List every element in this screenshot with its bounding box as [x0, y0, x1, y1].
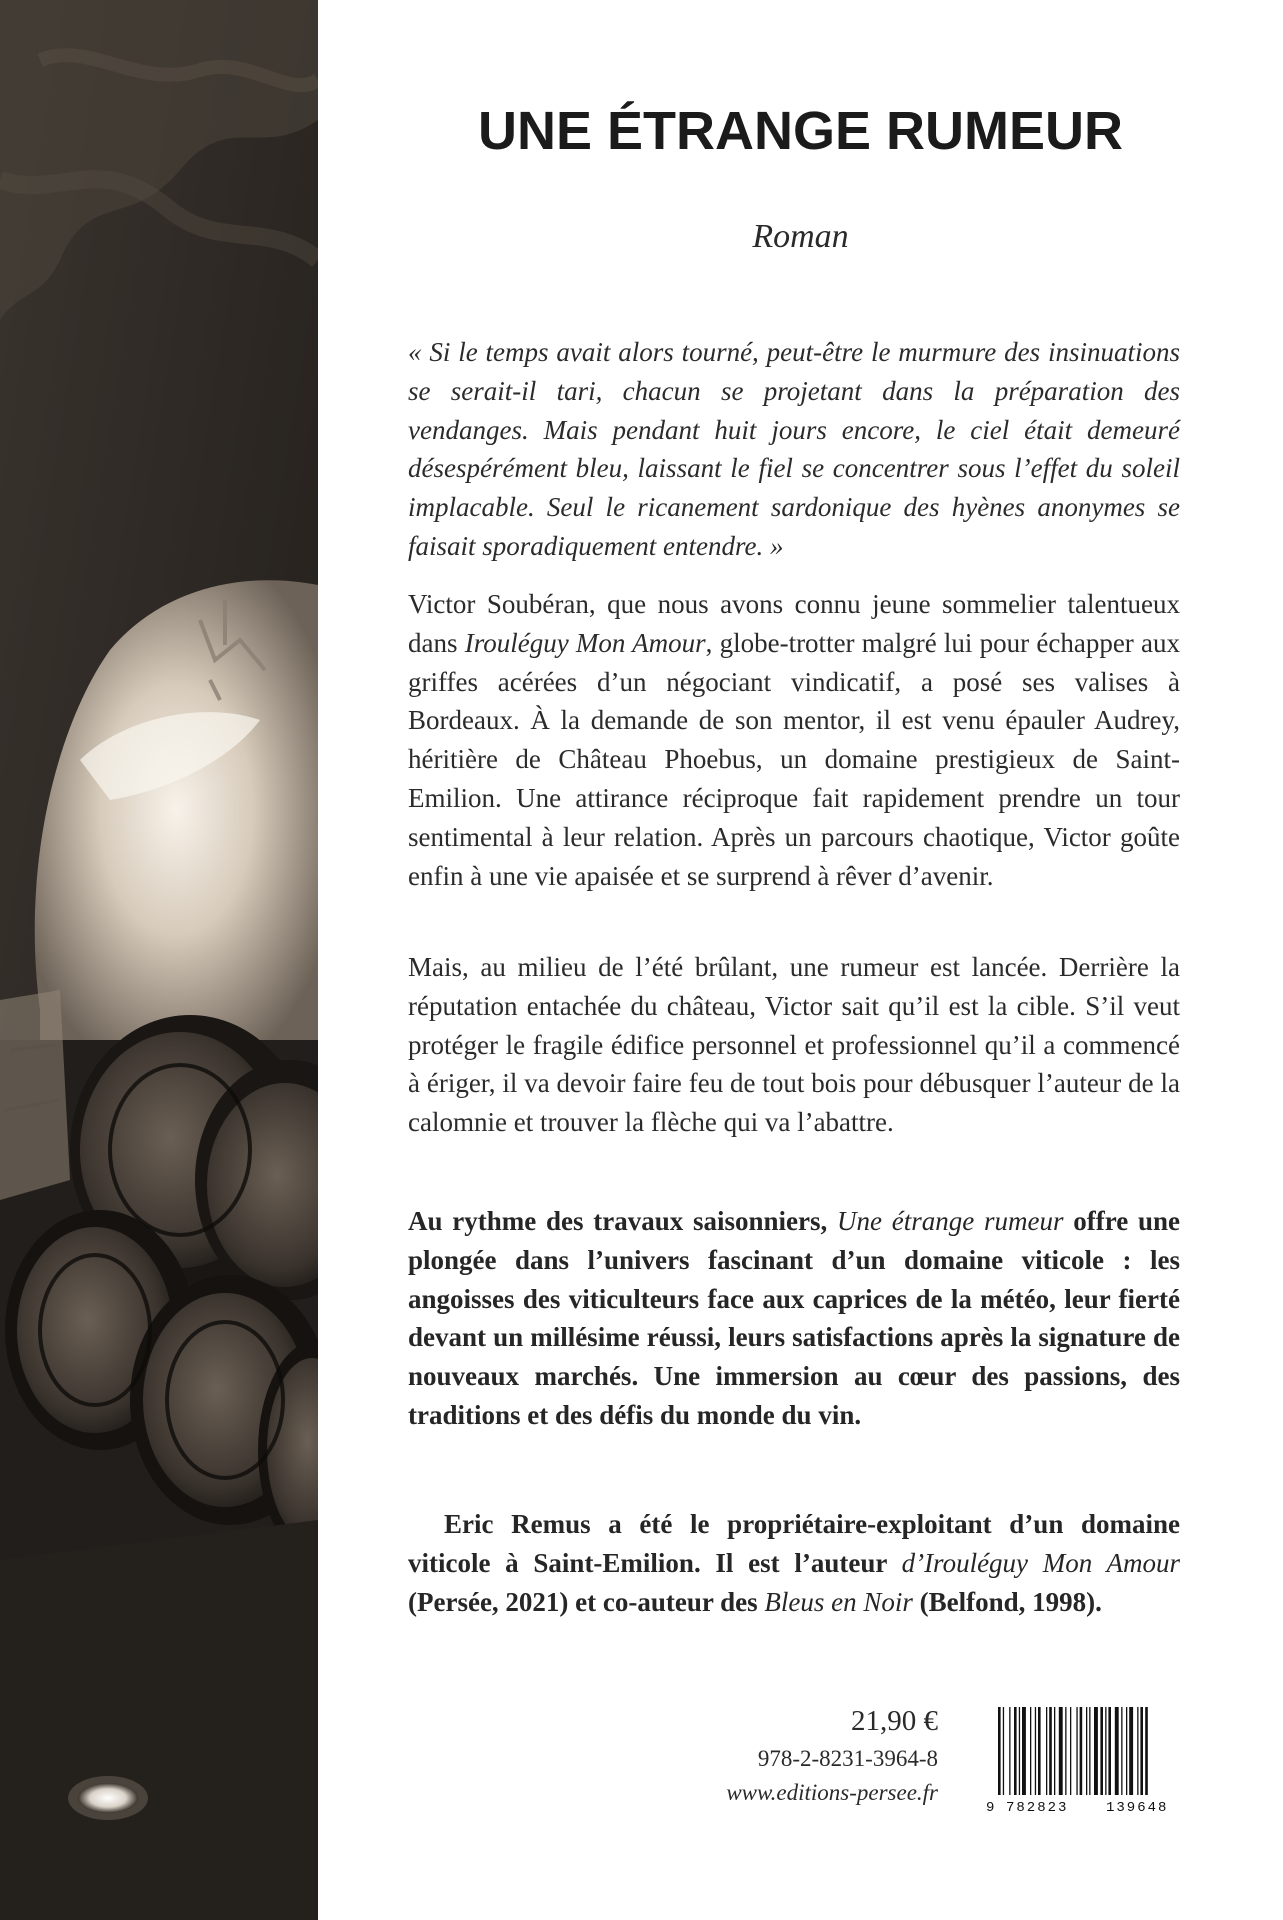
book-title-inline: Une étrange rumeur — [837, 1206, 1064, 1236]
barcode-digit-lead: 9 — [986, 1800, 995, 1815]
isbn-barcode — [984, 1705, 1214, 1815]
author-bio: Eric Remus a été le propriétaire-exploitant d’un domaine viticole à Saint-Emilion. Il est l’auteur d’Irouléguy Mon Amour (Persée, 2021) et co-auteur des Bleus en Noir (Belfond, 1998). — [408, 1509, 1180, 1617]
barcode-bar — [1054, 1707, 1055, 1795]
barcode-bar — [1129, 1707, 1133, 1795]
barcode-bar — [1115, 1707, 1119, 1795]
price: 21,90 € — [851, 1705, 938, 1737]
barcode-bar — [1019, 1707, 1020, 1795]
barcode-bar — [1105, 1707, 1106, 1795]
book-title: UNE ÉTRANGE RUMEUR — [477, 101, 1124, 161]
barcode-bar — [1049, 1707, 1052, 1795]
barcode-digits-left: 782823 — [1006, 1800, 1069, 1815]
barcode-bar — [1089, 1707, 1090, 1795]
barcode-bar — [1035, 1707, 1036, 1795]
barcode-bar — [1046, 1707, 1047, 1795]
previous-book-title: Irouléguy Mon Amour — [464, 627, 706, 658]
barcode-bar — [1059, 1707, 1063, 1795]
barcode-bar — [1009, 1707, 1010, 1795]
barcode-bar — [1121, 1707, 1122, 1795]
publisher-website: www.editions-persee.fr — [726, 1780, 938, 1805]
synopsis-paragraph-2: Mais, au milieu de l’été brûlant, une rumeur est lancée. Derrière la réputation entachée du château, Victor sait qu’il est la cible. S’il veut protéger le fragile édifice personnel et professionnel qu’il a commencé à ériger, il va devoir faire feu de tout bois pour débusquer l’auteur de la calomnie et trouver la flèche qui va l’abattre. — [408, 952, 1180, 1138]
barcode-digits-right: 139648 — [1106, 1800, 1169, 1815]
barcode-bar — [998, 1707, 1001, 1795]
barcode-bar — [1108, 1707, 1111, 1795]
barcode-bar — [1022, 1707, 1026, 1795]
barcode-bar — [1070, 1707, 1071, 1795]
back-cover-text — [318, 0, 1283, 1920]
barcode-bar — [1065, 1707, 1066, 1795]
barcode-bar — [1100, 1707, 1103, 1795]
excerpt-quote: « Si le temps avait alors tourné, peut-être le murmure des insinuations se serait-il tari, chacun se projetant dans la préparation des vendanges. Mais pendant huit jours encore, le ciel était demeuré désespérément bleu, laissant le fiel se concentrer sous l’effet du soleil implacable. Seul le ricanement sardonique des hyènes anonymes se faisait sporadiquement entendre. » — [408, 337, 1180, 561]
synopsis-paragraph-1: Victor Soubéran, que nous avons connu jeune sommelier talentueux dans Irouléguy Mon Amour, globe-trotter malgré lui pour échapper aux griffes acérées d’un négociant vindicatif, a posé ses valises à Bordeaux. À la demande de son mentor, il est venu épauler Audrey, héritière de Château Phoebus, un domaine prestigieux de Saint-Emilion. Une attirance réciproque fait rapidement prendre un tour sentimental à leur relation. Après un parcours chaotique, Victor goûte enfin à une vie apaisée et se surprend à rêver d’avenir. — [408, 589, 1180, 891]
price-block — [648, 1702, 938, 1810]
barcode-bar — [1038, 1707, 1041, 1795]
cellar-photo — [0, 0, 318, 1920]
barcode-bar — [1126, 1707, 1127, 1795]
synopsis-paragraph-3: Au rythme des travaux saisonniers, Une étrange rumeur offre une plongée dans l’univers fascinant d’un domaine viticole : les angoisses des viticulteurs face aux caprices de la météo, leur fierté devant un millésime réussi, leurs satisfactions après la signature de nouveaux marchés. Une immersion au cœur des passions, des traditions et des défis du monde du vin. — [408, 1206, 1180, 1430]
barcode-bar — [1003, 1707, 1004, 1795]
barcode-bar — [1030, 1707, 1031, 1795]
book-genre: Roman — [752, 218, 849, 255]
barcode-bar — [1140, 1707, 1143, 1795]
barcode-bar — [1076, 1707, 1077, 1795]
barcode-bar — [1137, 1707, 1138, 1795]
barcode-bar — [1145, 1707, 1148, 1795]
barcode-bar — [1014, 1707, 1017, 1795]
isbn: 978-2-8231-3964-8 — [757, 1746, 938, 1771]
barcode-bar — [1094, 1707, 1098, 1795]
barcode-bar — [1080, 1707, 1083, 1795]
barcode-bar — [1086, 1707, 1087, 1795]
